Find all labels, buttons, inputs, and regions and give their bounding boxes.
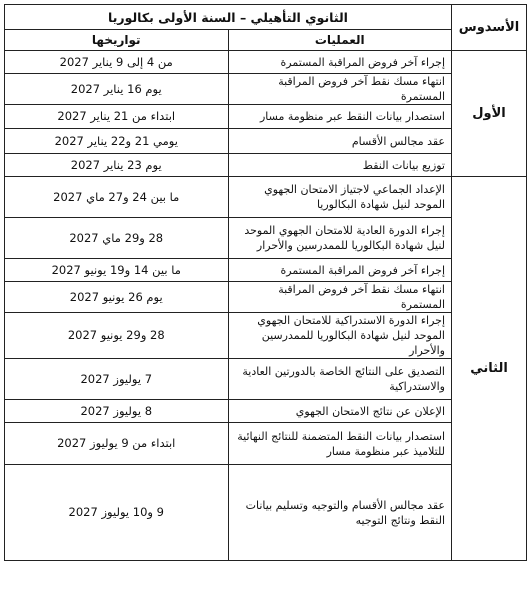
date-cell: 8 يوليوز 2027 bbox=[5, 400, 229, 423]
table-row bbox=[5, 51, 527, 74]
date-cell: ما بين 14 و19 يونيو 2027 bbox=[5, 259, 229, 282]
table-row bbox=[5, 259, 527, 282]
table-row bbox=[5, 105, 527, 129]
table-row bbox=[5, 282, 527, 313]
operation-cell: إجراء آخر فروض المراقبة المستمرة bbox=[228, 259, 452, 282]
table-row bbox=[5, 359, 527, 400]
dates-column-header: تواريخها bbox=[5, 30, 229, 51]
table-title: الثانوي التأهيلي – السنة الأولى بكالوريا bbox=[5, 5, 452, 30]
table-row bbox=[5, 177, 527, 218]
semester-column-header: الأسدوس bbox=[452, 5, 527, 51]
column-header-row bbox=[5, 30, 527, 51]
table-row bbox=[5, 423, 527, 465]
operation-cell: انتهاء مسك نقط آخر فروض المراقبة المستمرة bbox=[228, 282, 452, 313]
title-row bbox=[5, 5, 527, 30]
date-cell: ابتداء من 21 يناير 2027 bbox=[5, 105, 229, 129]
table-row bbox=[5, 74, 527, 105]
table-row bbox=[5, 218, 527, 259]
date-cell: يومي 21 و22 يناير 2027 bbox=[5, 129, 229, 154]
semester-label-first: الأول bbox=[452, 51, 527, 177]
date-cell: من 4 إلى 9 يناير 2027 bbox=[5, 51, 229, 74]
date-cell: ابتداء من 9 يوليوز 2027 bbox=[5, 423, 229, 465]
operation-cell: عقد مجالس الأقسام والتوجيه وتسليم بيانات النقط ونتائج التوجيه bbox=[228, 465, 452, 561]
operation-cell: استصدار بيانات النقط عبر منظومة مسار bbox=[228, 105, 452, 129]
schedule-table bbox=[4, 4, 527, 561]
date-cell: يوم 23 يناير 2027 bbox=[5, 154, 229, 177]
table-row bbox=[5, 154, 527, 177]
operation-cell: التصديق على النتائج الخاصة بالدورتين العادية والاستدراكية bbox=[228, 359, 452, 400]
date-cell: 7 يوليوز 2027 bbox=[5, 359, 229, 400]
operation-cell: استصدار بيانات النقط المتضمنة للنتائج النهائية للتلاميذ عبر منظومة مسار bbox=[228, 423, 452, 465]
table-row bbox=[5, 129, 527, 154]
operation-cell: توزيع بيانات النقط bbox=[228, 154, 452, 177]
semester-label-second: الثاني bbox=[452, 177, 527, 561]
operations-column-header: العمليات bbox=[228, 30, 452, 51]
date-cell: يوم 26 يونيو 2027 bbox=[5, 282, 229, 313]
operation-cell: انتهاء مسك نقط آخر فروض المراقبة المستمرة bbox=[228, 74, 452, 105]
operation-cell: الإعلان عن نتائج الامتحان الجهوي bbox=[228, 400, 452, 423]
date-cell: 28 و29 يونيو 2027 bbox=[5, 313, 229, 359]
operation-cell: الإعداد الجماعي لاجتياز الامتحان الجهوي الموحد لنيل شهادة البكالوريا bbox=[228, 177, 452, 218]
date-cell: يوم 16 يناير 2027 bbox=[5, 74, 229, 105]
operation-cell: إجراء الدورة الاستدراكية للامتحان الجهوي الموحد لنيل شهادة البكالوريا للممدرسين والأحرار bbox=[228, 313, 452, 359]
date-cell: 28 و29 ماي 2027 bbox=[5, 218, 229, 259]
date-cell: ما بين 24 و27 ماي 2027 bbox=[5, 177, 229, 218]
date-cell: 9 و10 يوليوز 2027 bbox=[5, 465, 229, 561]
table-row bbox=[5, 465, 527, 561]
operation-cell: عقد مجالس الأقسام bbox=[228, 129, 452, 154]
operation-cell: إجراء آخر فروض المراقبة المستمرة bbox=[228, 51, 452, 74]
table-row bbox=[5, 313, 527, 359]
operation-cell: إجراء الدورة العادية للامتحان الجهوي الموحد لنيل شهادة البكالوريا للممدرسين والأحرار bbox=[228, 218, 452, 259]
table-row bbox=[5, 400, 527, 423]
